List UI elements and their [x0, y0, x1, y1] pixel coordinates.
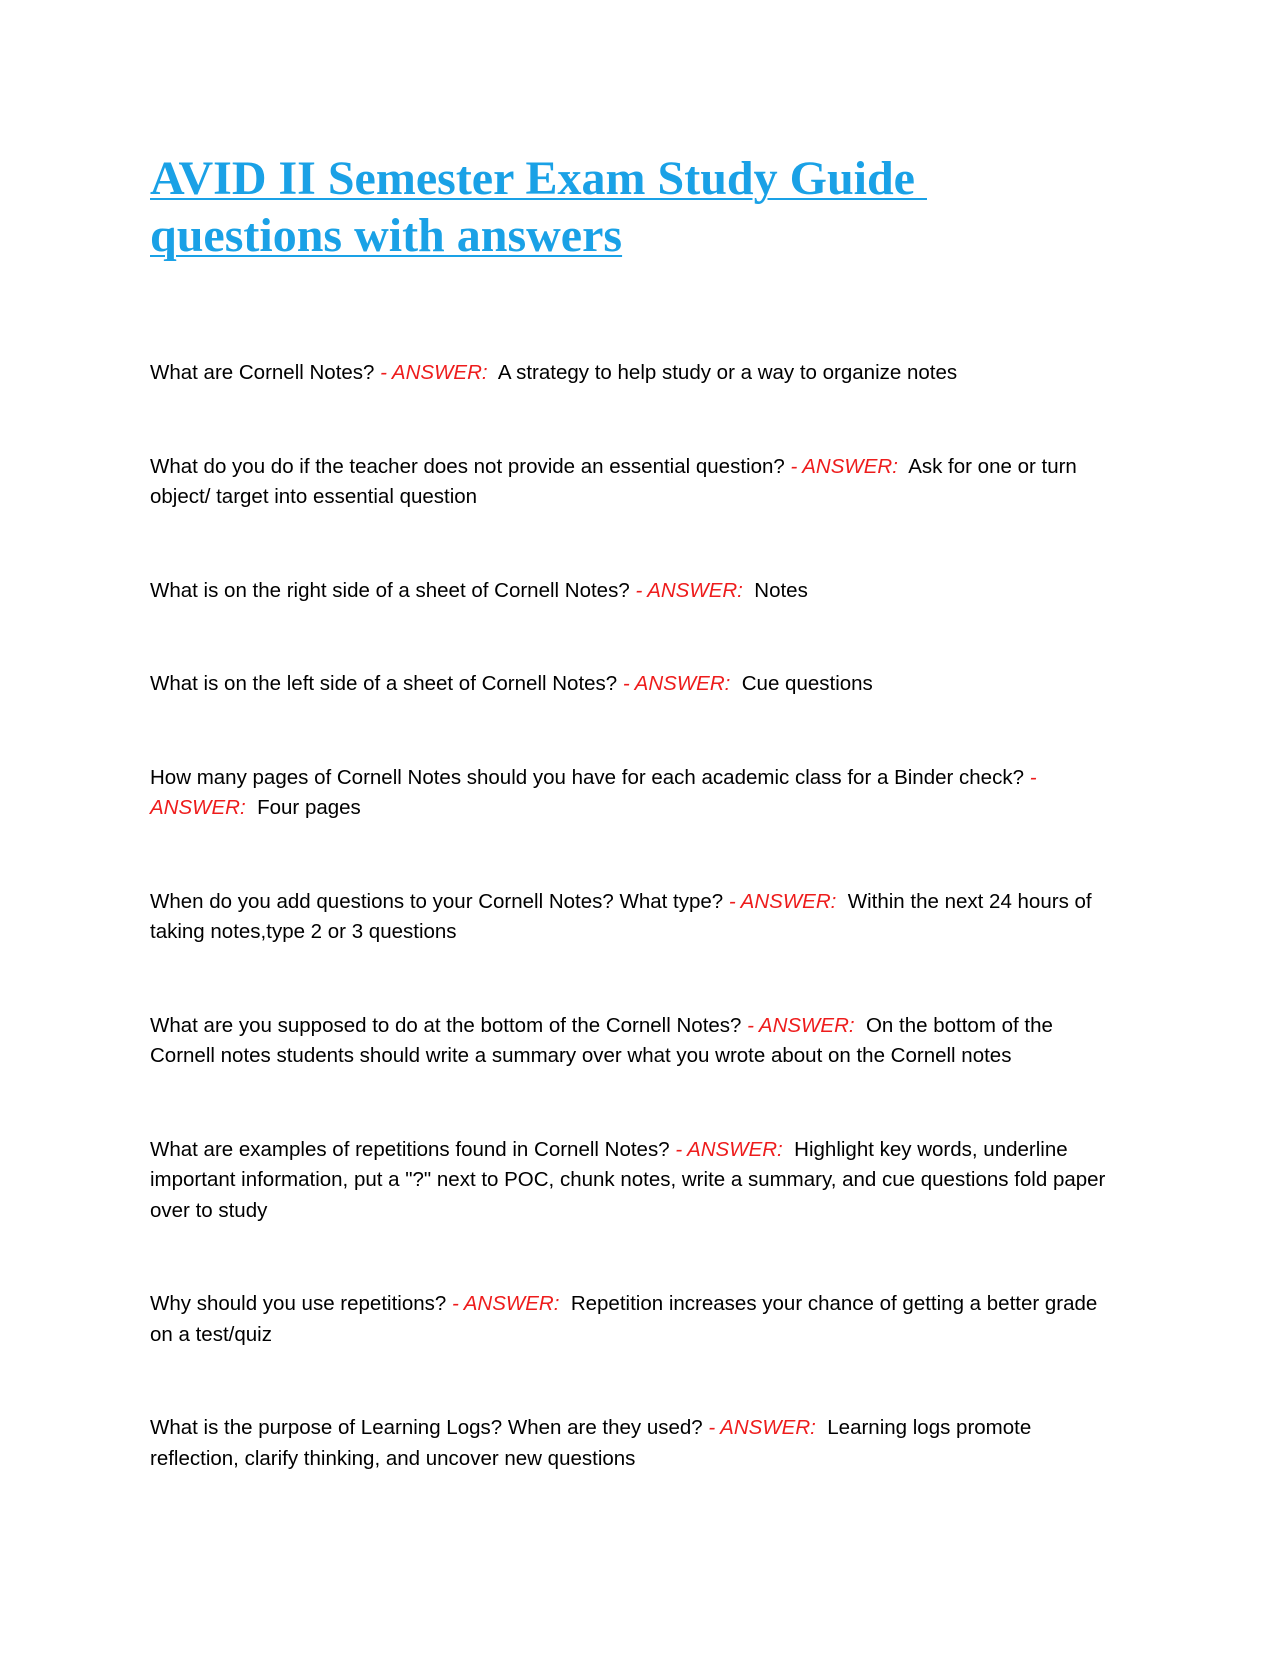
answer-tag: - ANSWER:: [728, 889, 837, 913]
question-text: What are examples of repetitions found in Cornell Notes?: [150, 1137, 670, 1161]
answer-tag: - ANSWER:: [635, 578, 743, 602]
answer-text: Four pages: [257, 796, 361, 819]
qa-item: [150, 763, 1120, 824]
answer-text: Repetition increases your chance of getting a better grade on a test/quiz: [150, 1292, 1098, 1346]
answer-tag: - ANSWER:: [747, 1013, 855, 1037]
answer-text: Within the next 24 hours of taking notes,type 2 or 3 questions: [150, 889, 1092, 943]
question-text: Why should you use repetitions?: [150, 1292, 447, 1315]
qa-item: [150, 1011, 1120, 1072]
question-text: What is on the right side of a sheet of Cornell Notes?: [150, 578, 630, 602]
question-text: What do you do if the teacher does not provide an essential question?: [150, 454, 785, 478]
answer-tag: - ANSWER:: [675, 1137, 783, 1161]
answer-text: Learning logs promote reflection, clarify thinking, and uncover new questions: [150, 1416, 1032, 1470]
qa-item: [150, 576, 1120, 607]
qa-item: [150, 1135, 1120, 1227]
question-text: What are Cornell Notes?: [150, 361, 375, 384]
answer-text: Cue questions: [741, 672, 873, 695]
question-text: How many pages of Cornell Notes should you have for each academic class for a Binder check?: [150, 765, 1024, 789]
answer-tag: - ANSWER:: [150, 765, 1037, 819]
answer-tag: - ANSWER:: [790, 454, 898, 478]
question-text: What are you supposed to do at the bottom of the Cornell Notes?: [150, 1013, 742, 1037]
qa-list: [150, 358, 1130, 1474]
answer-tag: - ANSWER:: [451, 1292, 560, 1315]
answer-text: A strategy to help study or a way to organize notes: [497, 361, 958, 384]
answer-text: Notes: [754, 578, 808, 602]
qa-item: [150, 358, 1120, 389]
qa-item: [150, 452, 1120, 513]
document-title: AVID II Semester Exam Study Guide questions with answers: [150, 152, 915, 262]
qa-item: [150, 1413, 1120, 1474]
question-text: What is the purpose of Learning Logs? When are they used?: [150, 1416, 703, 1439]
document-page: [150, 150, 1130, 1537]
answer-tag: - ANSWER:: [708, 1416, 816, 1439]
qa-item: [150, 669, 1120, 700]
qa-item: [150, 887, 1120, 948]
answer-text: Ask for one or turn object/ target into essential question: [150, 454, 1077, 508]
answer-tag: - ANSWER:: [380, 361, 488, 384]
question-text: When do you add questions to your Cornell Notes? What type?: [150, 889, 724, 913]
answer-text: Highlight key words, underline important information, put a "?" next to POC, chunk notes, write a summary, and cue questions fold paper over to study: [150, 1137, 1106, 1222]
answer-text: On the bottom of the Cornell notes students should write a summary over what you wrote about on the Cornell notes: [150, 1013, 1053, 1067]
qa-item: [150, 1289, 1120, 1350]
answer-tag: - ANSWER:: [622, 672, 731, 695]
question-text: What is on the left side of a sheet of Cornell Notes?: [150, 672, 618, 695]
